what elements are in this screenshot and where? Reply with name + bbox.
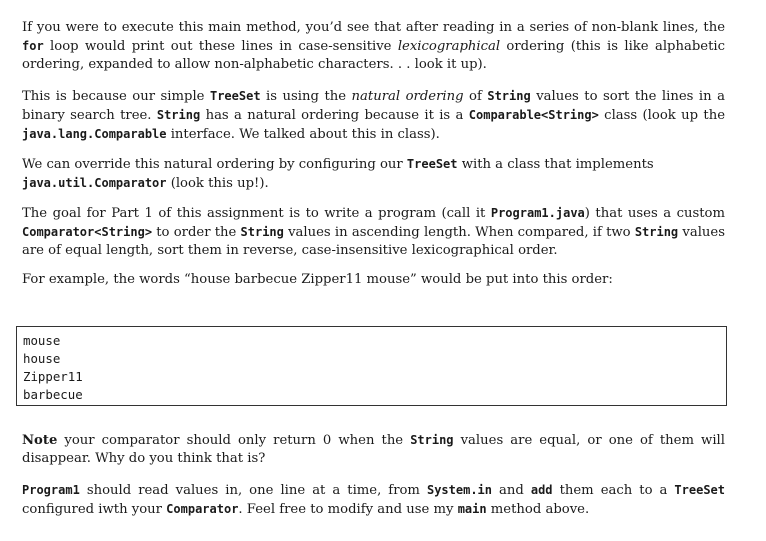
code-java-lang-comparable: java.lang.Comparable bbox=[22, 127, 167, 141]
code-string: String bbox=[634, 225, 679, 239]
code-comparator-string: Comparator<String> bbox=[22, 225, 153, 239]
paragraph-goal: The goal for Part 1 of this assignment is to write a program (call it Program1.java) that uses a custom Comparator<String> to order the String values in ascending length. When compared, if two String values are of equal length, sort them in reverse, case-insensitive lexicographical order. bbox=[22, 206, 726, 258]
code-treeset: TreeSet bbox=[674, 483, 725, 497]
code-treeset: TreeSet bbox=[406, 157, 458, 171]
code-string: String bbox=[410, 433, 454, 447]
code-string: String bbox=[240, 225, 284, 239]
paragraph-natural-ordering: This is because our simple TreeSet is using the natural ordering of String values to sort the lines in a binary search tree. String has a natural ordering because it is a Comparable<String> class (look up the java.lang.Comparable interface. We talked about this in class). bbox=[22, 89, 725, 142]
code-program1: Program1 bbox=[22, 483, 80, 497]
code-comparator: Comparator bbox=[166, 502, 239, 516]
paragraph-program1-instructions: Program1 should read values in, one line at a time, from System.in and add them each to a TreeSet configured iwth your Comparator. Feel free to modify and use my main method above. bbox=[22, 483, 725, 517]
emphasis-lexicographical: lexicographical bbox=[397, 39, 501, 54]
code-add: add bbox=[530, 483, 553, 497]
code-system-in: System.in bbox=[426, 483, 492, 497]
paragraph-example: For example, the words “house barbecue Zipper11 mouse” would be put into this order: bbox=[22, 272, 613, 287]
paragraph-override-ordering: We can override this natural ordering by configuring our TreeSet with a class that implements java.util.Comparator (look this up!). bbox=[22, 157, 654, 191]
code-main: main bbox=[457, 502, 487, 516]
note-label: Note bbox=[22, 433, 58, 448]
code-java-util-comparator: java.util.Comparator bbox=[22, 176, 167, 190]
code-treeset: TreeSet bbox=[209, 89, 261, 103]
code-program1-java: Program1.java bbox=[490, 206, 585, 220]
paragraph-note: Note your comparator should only return 0 when the String values are equal, or one of them will disappear. Why do you think that is? bbox=[22, 433, 725, 466]
code-string: String bbox=[487, 89, 531, 103]
paragraph-intro: If you were to execute this main method, you’d see that after reading in a series of non-blank lines, the for loop would print out these lines in case-sensitive lexicographical ordering (this is like alphabetic ordering, expanded to allow non-alphabetic characters. . . look it up). bbox=[22, 20, 725, 72]
code-line: Zipper11 bbox=[23, 369, 83, 384]
code-line: mouse bbox=[23, 333, 61, 348]
code-block-example-output bbox=[16, 326, 727, 406]
code-string: String bbox=[156, 108, 201, 122]
code-line: house bbox=[23, 351, 61, 366]
emphasis-natural-ordering: natural ordering bbox=[351, 89, 464, 104]
code-comparable-string: Comparable<String> bbox=[468, 108, 599, 122]
code-line: barbecue bbox=[23, 387, 83, 402]
code-keyword-for: for bbox=[22, 39, 44, 53]
